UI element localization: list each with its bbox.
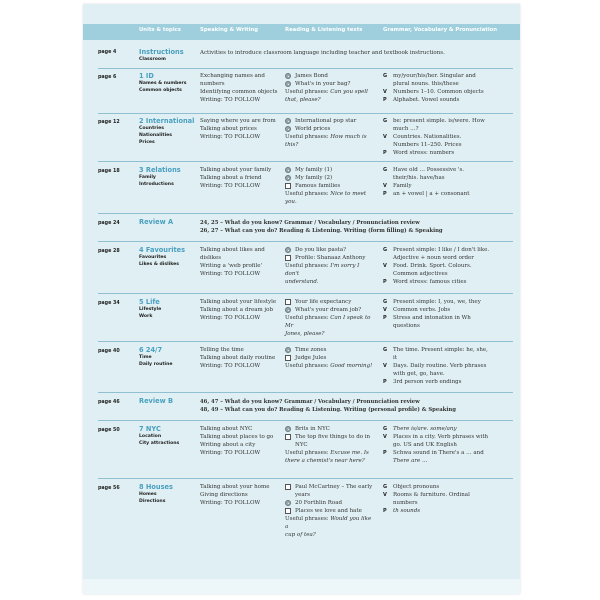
- page-number: page 24: [98, 221, 120, 226]
- unit-cell: [139, 48, 184, 63]
- speaking-item: Talking about a dream job: [200, 307, 274, 313]
- writing-item: Writing a 'web profile': [200, 263, 263, 269]
- review-line: 48, 49 – What can you do? Reading & Listening. Writing (personal profile) & Speaking: [200, 407, 456, 413]
- grammar-item: it: [393, 355, 397, 361]
- page-number: page 34: [98, 301, 120, 306]
- reading-cell: [285, 483, 375, 539]
- cd-icon: [285, 118, 291, 124]
- vocabulary-item: V Countries. Nationalities.: [383, 134, 462, 140]
- page-number: page 6: [98, 75, 117, 80]
- speaking-item: Talking about your lifestyle: [200, 299, 277, 305]
- cd-icon: [285, 175, 291, 181]
- speaking-item: Talking about your home: [200, 484, 270, 490]
- divider: [98, 113, 513, 114]
- vocabulary-item: Numbers 11–250. Prices: [393, 142, 462, 148]
- writing-item: Writing: TO FOLLOW: [200, 183, 261, 189]
- vocabulary-item: go. US and UK English: [393, 442, 457, 448]
- vocabulary-item: numbers: [393, 500, 418, 506]
- grammar-item: Adjective + noun word order: [393, 255, 474, 261]
- text-box-icon: [285, 355, 291, 361]
- grammar-cell: [383, 117, 513, 157]
- vocabulary-item: V Family: [383, 183, 412, 189]
- table-header: [83, 24, 520, 40]
- useful-phrases-cont: there a chemist's near here?: [285, 458, 365, 464]
- speaking-item: dislikes: [200, 255, 222, 261]
- page-number: page 40: [98, 349, 120, 354]
- speaking-item: Talking about a friend: [200, 175, 262, 181]
- speaking-item: Identifying common objects: [200, 89, 278, 95]
- unit-title: 4 Favourites: [139, 246, 186, 254]
- grammar-item: G Present simple: I like / I don't like.: [383, 247, 490, 253]
- unit-topic: Homes: [139, 492, 157, 497]
- grammar-item: their/his. have/has: [393, 175, 445, 181]
- writing-item: Writing: TO FOLLOW: [200, 97, 261, 103]
- writing-item: Writing: TO FOLLOW: [200, 500, 261, 506]
- cd-icon: [285, 126, 291, 132]
- page-number: page 28: [98, 249, 120, 254]
- grammar-item: G my/your/his/her. Singular and: [383, 73, 476, 79]
- writing-item: Writing: TO FOLLOW: [200, 450, 261, 456]
- unit-topic: Daily routine: [139, 362, 173, 367]
- speaking-item: Talking about your family: [200, 167, 272, 173]
- grammar-item: G be: present simple. is/were. How: [383, 118, 485, 124]
- reading-item: Do you like pasta?: [285, 246, 375, 254]
- grammar-item: G Have old … Possessive 's.: [383, 167, 465, 173]
- divider: [98, 293, 513, 294]
- speaking-cell: [200, 72, 278, 104]
- cd-icon: [285, 81, 291, 87]
- grammar-item: much …?: [393, 126, 419, 132]
- reading-item-cont: NYC: [295, 442, 308, 448]
- reading-item-cont: years: [295, 492, 311, 498]
- reading-item: Famous families: [285, 182, 375, 190]
- unit-cell: [139, 346, 173, 368]
- grammar-cell: [383, 298, 513, 330]
- reading-item: Profile: Shanaaz Anthony: [285, 254, 375, 262]
- writing-item: Writing: TO FOLLOW: [200, 271, 261, 277]
- speaking-cell: [200, 425, 278, 457]
- useful-phrases-cont: understand.: [285, 279, 319, 285]
- divider: [98, 420, 513, 421]
- writing-item: Writing: TO FOLLOW: [200, 134, 261, 140]
- reading-item: Time zones: [285, 346, 375, 354]
- reading-item: International pop star: [285, 117, 375, 125]
- unit-topic: Likes & dislikes: [139, 262, 180, 267]
- grammar-item: G Object pronouns: [383, 484, 440, 490]
- reading-item: The top five things to do in: [285, 433, 375, 441]
- review-line: 26, 27 – What can you do? Reading & Listening. Writing (form filling) & Speaking: [200, 228, 443, 234]
- speaking-item: Giving directions: [200, 492, 248, 498]
- reading-item: My family (1): [285, 166, 375, 174]
- useful-phrases: Useful phrases: How much is: [285, 134, 367, 140]
- reading-item: My family (2): [285, 174, 375, 182]
- unit-topic: Work: [139, 314, 153, 319]
- grammar-item: G The time. Present simple: he, she,: [383, 347, 488, 353]
- review-line: 24, 25 – What do you know? Grammar / Vocabulary / Pronunciation review: [200, 220, 420, 226]
- unit-title: 5 Life: [139, 298, 160, 306]
- reading-item: What's your dream job?: [285, 306, 375, 314]
- cd-icon: [285, 307, 291, 313]
- reading-cell: [285, 298, 375, 338]
- unit-cell: [139, 425, 179, 447]
- header-grammar: Grammar, Vocabulary & Pronunciation: [383, 27, 498, 33]
- speaking-cell: [200, 483, 278, 507]
- divider: [98, 392, 513, 393]
- pronunciation-item: There are …: [393, 458, 428, 464]
- text-box-icon: [285, 183, 291, 189]
- text-box-icon: [285, 508, 291, 514]
- reading-cell: [285, 117, 375, 149]
- speaking-item: Talking about NYC: [200, 426, 253, 432]
- grammar-cell: [383, 483, 513, 515]
- useful-phrases: Useful phrases: Good morning!: [285, 363, 373, 369]
- unit-title: Review B: [139, 397, 173, 405]
- vocabulary-item: V Numbers 1–10. Common objects: [383, 89, 484, 95]
- header-units: Units & topics: [139, 27, 181, 33]
- vocabulary-item: V Food. Drink. Sport. Colours.: [383, 263, 472, 269]
- cd-icon: [285, 426, 291, 432]
- unit-topic: Lifestyle: [139, 307, 162, 312]
- useful-phrases: Useful phrases: Can I speak to Mr: [285, 315, 371, 329]
- divider: [98, 213, 513, 214]
- unit-topic: Introductions: [139, 182, 174, 187]
- vocabulary-item: with get, go, have.: [393, 371, 445, 377]
- cd-icon: [285, 73, 291, 79]
- unit-title: 3 Relations: [139, 166, 181, 174]
- unit-topic: Classroom: [139, 57, 166, 62]
- useful-phrases-cont: Jones, please?: [285, 331, 325, 337]
- reading-cell: [285, 425, 375, 465]
- review-line: 46, 47 – What do you know? Grammar / Vocabulary / Pronunciation review: [200, 399, 420, 405]
- writing-item: Writing: TO FOLLOW: [200, 315, 261, 321]
- reading-item: Brits in NYC: [285, 425, 375, 433]
- speaking-cell: [200, 346, 278, 370]
- unit-title: Instructions: [139, 48, 184, 56]
- unit-topic: Favourites: [139, 255, 167, 260]
- useful-phrases: Useful phrases: Would you like a: [285, 516, 372, 530]
- unit-title: 8 Houses: [139, 483, 173, 491]
- unit-topic: Location: [139, 434, 162, 439]
- grammar-item: G Present simple: I, you, we, they: [383, 299, 481, 305]
- text-box-icon: [285, 484, 291, 490]
- useful-phrases: Useful phrases: Nice to meet you.: [285, 191, 367, 205]
- unit-topic: Directions: [139, 499, 166, 504]
- unit-topic: City attractions: [139, 441, 180, 446]
- unit-cell: [139, 246, 185, 268]
- reading-item: Judge Jules: [285, 354, 375, 362]
- unit-title: 1 ID: [139, 72, 154, 80]
- pronunciation-item: questions: [393, 323, 420, 329]
- useful-phrases-cont: this?: [285, 142, 299, 148]
- speaking-item: Talking about places to go: [200, 434, 274, 440]
- speaking-cell: [200, 117, 278, 141]
- pronunciation-item: P Stress and intonation in Wh: [383, 315, 471, 321]
- vocabulary-item: V Rooms & furniture. Ordinal: [383, 492, 470, 498]
- divider: [98, 161, 513, 162]
- speaking-cell: [200, 246, 278, 278]
- speaking-item: Exchanging names and: [200, 73, 265, 79]
- speaking-cell: [200, 166, 278, 190]
- header-reading: Reading & Listening texts: [285, 27, 363, 33]
- text-box-icon: [285, 434, 291, 440]
- contents-page: [83, 4, 520, 594]
- unit-topic: Nationalities: [139, 133, 173, 138]
- page-number: page 50: [98, 428, 120, 433]
- useful-phrases: Useful phrases: I'm sorry I don't: [285, 263, 360, 277]
- speaking-cell: [200, 298, 278, 322]
- reading-item: Your life expectancy: [285, 298, 375, 306]
- pronunciation-item: P 3rd person verb endings: [383, 379, 462, 385]
- vocabulary-item: Common adjectives: [393, 271, 448, 277]
- reading-item: James Bond: [285, 72, 375, 80]
- page-number: page 46: [98, 400, 120, 405]
- reading-cell: [285, 166, 375, 206]
- cd-icon: [285, 347, 291, 353]
- speaking-item: numbers: [200, 81, 225, 87]
- vocabulary-item: V Common verbs. Jobs: [383, 307, 451, 313]
- vocabulary-item: V Days. Daily routine. Verb phrases: [383, 363, 487, 369]
- pronunciation-item: P Word stress: famous cities: [383, 279, 467, 285]
- pronunciation-item: P th sounds: [383, 508, 421, 514]
- pronunciation-item: P Alphabet. Vowel sounds: [383, 97, 460, 103]
- unit-topic: Prices: [139, 140, 155, 145]
- unit-cell: [139, 397, 173, 405]
- pronunciation-item: P an + vowel | a + consonant: [383, 191, 470, 197]
- grammar-item: plural nouns. this/these: [393, 81, 459, 87]
- reading-item: Paul McCartney – The early: [285, 483, 375, 491]
- writing-item: Writing about a city: [200, 442, 256, 448]
- unit-topic: Time: [139, 355, 152, 360]
- text-box-icon: [285, 299, 291, 305]
- useful-phrases-cont: that, please?: [285, 97, 321, 103]
- cd-icon: [285, 247, 291, 253]
- unit-topic: Names & numbers: [139, 81, 187, 86]
- reading-item: 20 Forthlin Road: [285, 499, 375, 507]
- unit-topic: Family: [139, 175, 156, 180]
- unit-cell: [139, 72, 187, 94]
- grammar-cell: [383, 72, 513, 104]
- unit-title: 7 NYC: [139, 425, 161, 433]
- reading-cell: [285, 346, 375, 370]
- reading-cell: [285, 72, 375, 104]
- unit-title: 2 International: [139, 117, 195, 125]
- useful-phrases: Useful phrases: Can you spell: [285, 89, 368, 95]
- reading-cell: [285, 246, 375, 286]
- header-speaking: Speaking & Writing: [200, 27, 259, 33]
- speaking-item: Talking about likes and: [200, 247, 265, 253]
- pronunciation-item: P Word stress: numbers: [383, 150, 455, 156]
- pronunciation-item: P Schwa sound in There's a … and: [383, 450, 484, 456]
- unit-cell: [139, 218, 173, 226]
- unit-topic: Countries: [139, 126, 164, 131]
- unit-cell: [139, 166, 181, 188]
- page-number: page 4: [98, 50, 117, 55]
- page-number: page 12: [98, 120, 120, 125]
- useful-phrases-cont: cup of tea?: [285, 532, 316, 538]
- review-cell: [200, 219, 443, 235]
- review-cell: [200, 398, 456, 414]
- page-number: page 18: [98, 169, 120, 174]
- vocabulary-item: V Places in a city. Verb phrases with: [383, 434, 489, 440]
- grammar-cell: [383, 425, 513, 465]
- grammar-cell: [383, 246, 513, 286]
- grammar-cell: [383, 166, 513, 198]
- reading-item: World prices: [285, 125, 375, 133]
- instructions-desc: Activities to introduce classroom language including teacher and textbook instructions.: [200, 50, 445, 56]
- page-number: page 56: [98, 486, 120, 491]
- speaking-item: Telling the time: [200, 347, 244, 353]
- speaking-item: Talking about prices: [200, 126, 257, 132]
- unit-topic: Common objects: [139, 88, 182, 93]
- divider: [98, 478, 513, 479]
- useful-phrases: Useful phrases: Excuse me. Is: [285, 450, 369, 456]
- reading-item: What's in your bag?: [285, 80, 375, 88]
- grammar-cell: [383, 346, 513, 386]
- writing-item: Writing: TO FOLLOW: [200, 363, 261, 369]
- text-box-icon: [285, 255, 291, 261]
- unit-cell: [139, 483, 173, 505]
- unit-title: 6 24/7: [139, 346, 163, 354]
- grammar-item: G There is/are. some/any: [383, 426, 457, 432]
- speaking-item: Talking about daily routine: [200, 355, 276, 361]
- speaking-item: Saying where you are from: [200, 118, 276, 124]
- divider: [98, 241, 513, 242]
- unit-title: Review A: [139, 218, 174, 226]
- divider: [98, 68, 513, 69]
- page-bottom-edge: [83, 579, 520, 594]
- cd-icon: [285, 500, 291, 506]
- reading-item: Places we love and hate: [285, 507, 375, 515]
- cd-icon: [285, 167, 291, 173]
- unit-cell: [139, 298, 161, 320]
- divider: [98, 341, 513, 342]
- unit-cell: [139, 117, 194, 146]
